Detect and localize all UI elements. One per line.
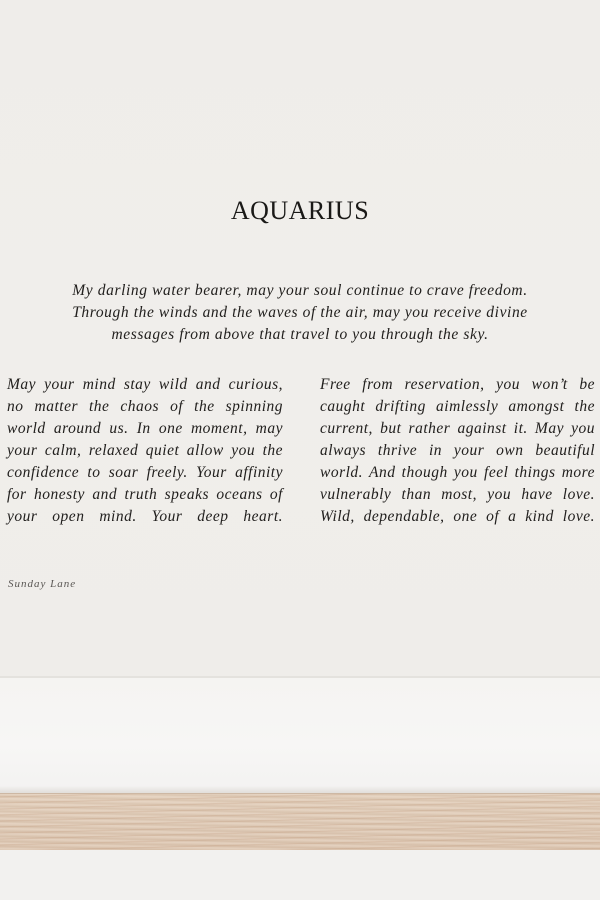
verse-line: Free from reservation, you won’t be — [320, 376, 595, 393]
intro-line: messages from above that travel to you through the sky. — [111, 326, 489, 343]
print-title: AQUARIUS — [230, 196, 370, 225]
verse-line: May your mind stay wild and curious, — [7, 376, 283, 393]
left-column-verse — [7, 374, 283, 528]
verse-line: Wild, dependable, one of a kind love. — [320, 508, 595, 525]
verse-line: for honesty and truth speaks oceans of — [7, 486, 283, 503]
verse-line: world. And though you feel things more — [320, 464, 595, 481]
mat-shadow — [0, 786, 600, 793]
verse-line: current, but rather against it. May you — [320, 420, 595, 437]
wood-frame-bottom — [0, 793, 600, 850]
verse-line: world around us. In one moment, may — [7, 420, 283, 437]
frame-mat — [0, 678, 600, 792]
verse-line: your open mind. Your deep heart. — [7, 508, 283, 525]
verse-line: your calm, relaxed quiet allow you the — [7, 442, 283, 459]
verse-line: vulnerably than most, you have love. — [320, 486, 595, 503]
verse-line: no matter the chaos of the spinning — [7, 398, 283, 415]
brand-signature: Sunday Lane — [8, 578, 77, 590]
verse-line: caught drifting aimlessly amongst the — [320, 398, 595, 415]
verse-line: confidence to soar freely. Your affinity — [7, 464, 283, 481]
intro-line: My darling water bearer, may your soul continue to crave freedom. — [72, 282, 528, 299]
intro-verse — [40, 280, 560, 346]
right-column-verse — [320, 374, 595, 528]
wall-background — [0, 850, 600, 900]
intro-line: Through the winds and the waves of the air, may you receive divine — [72, 304, 528, 321]
verse-line: always thrive in your own beautiful — [320, 442, 595, 459]
